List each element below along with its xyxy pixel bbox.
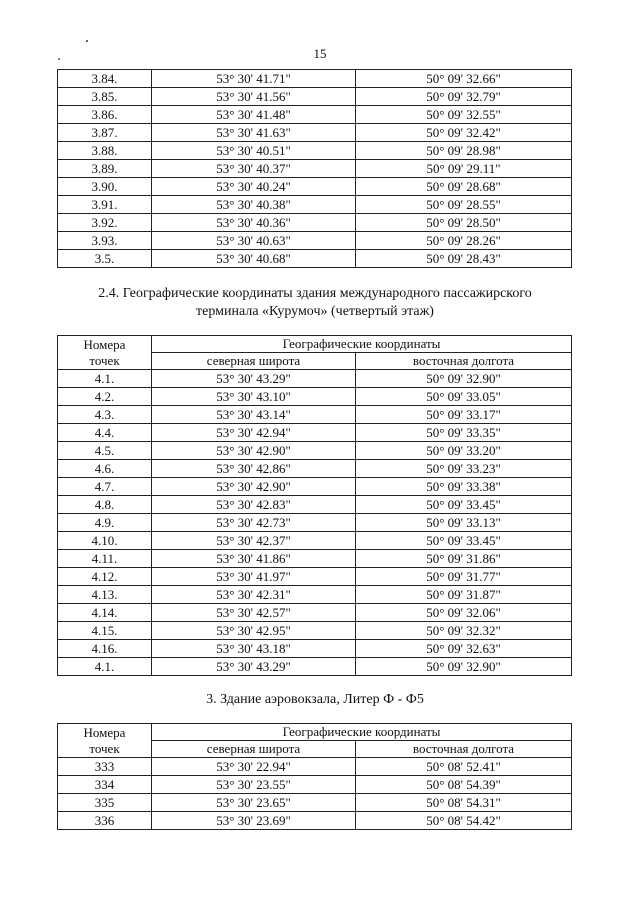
coordinates-table-continued	[57, 69, 572, 268]
cell-point-number: 3.85.	[58, 88, 152, 106]
cell-point-number: 3.90.	[58, 178, 152, 196]
cell-longitude: 50° 09' 32.55"	[356, 106, 572, 124]
table-row	[58, 406, 572, 424]
cell-point-number: 4.13.	[58, 586, 152, 604]
table-row	[58, 568, 572, 586]
cell-point-number: 3.91.	[58, 196, 152, 214]
cell-point-number: 3.93.	[58, 232, 152, 250]
cell-latitude: 53° 30' 42.37"	[152, 532, 356, 550]
cell-latitude: 53° 30' 42.90"	[152, 478, 356, 496]
table-row	[58, 232, 572, 250]
cell-longitude: 50° 09' 33.38"	[356, 478, 572, 496]
table-row	[58, 812, 572, 830]
cell-longitude: 50° 09' 33.20"	[356, 442, 572, 460]
cell-longitude: 50° 09' 28.43"	[356, 250, 572, 268]
cell-latitude: 53° 30' 42.57"	[152, 604, 356, 622]
cell-point-number: 4.8.	[58, 496, 152, 514]
cell-longitude: 50° 09' 32.63"	[356, 640, 572, 658]
cell-longitude: 50° 09' 31.87"	[356, 586, 572, 604]
cell-point-number: 333	[58, 758, 152, 776]
cell-longitude: 50° 08' 54.39"	[356, 776, 572, 794]
table-row	[58, 776, 572, 794]
cell-latitude: 53° 30' 23.55"	[152, 776, 356, 794]
cell-latitude: 53° 30' 42.83"	[152, 496, 356, 514]
header-longitude: восточная долгота	[356, 741, 572, 758]
cell-latitude: 53° 30' 40.37"	[152, 160, 356, 178]
table-row	[58, 214, 572, 232]
table-row	[58, 658, 572, 676]
cell-longitude: 50° 09' 28.26"	[356, 232, 572, 250]
cell-latitude: 53° 30' 40.38"	[152, 196, 356, 214]
table-row	[58, 370, 572, 388]
cell-latitude: 53° 30' 43.18"	[152, 640, 356, 658]
section-heading-2-4	[60, 285, 570, 321]
table-row	[58, 124, 572, 142]
cell-latitude: 53° 30' 42.31"	[152, 586, 356, 604]
cell-longitude: 50° 08' 54.42"	[356, 812, 572, 830]
header-geo-coordinates: Географические координаты	[152, 336, 572, 353]
header-text: точек	[89, 352, 120, 368]
header-latitude: северная широта	[152, 353, 356, 370]
cell-point-number: 3.5.	[58, 250, 152, 268]
cell-longitude: 50° 09' 31.86"	[356, 550, 572, 568]
table-row	[58, 106, 572, 124]
cell-latitude: 53° 30' 42.94"	[152, 424, 356, 442]
cell-latitude: 53° 30' 22.94"	[152, 758, 356, 776]
table-row	[58, 142, 572, 160]
scan-speck	[58, 58, 60, 60]
cell-point-number: 334	[58, 776, 152, 794]
cell-latitude: 53° 30' 40.63"	[152, 232, 356, 250]
cell-longitude: 50° 09' 32.06"	[356, 604, 572, 622]
cell-latitude: 53° 30' 42.73"	[152, 514, 356, 532]
header-text: точек	[89, 740, 120, 756]
cell-longitude: 50° 09' 32.66"	[356, 70, 572, 88]
cell-latitude: 53° 30' 40.68"	[152, 250, 356, 268]
cell-longitude: 50° 09' 33.45"	[356, 496, 572, 514]
cell-latitude: 53° 30' 42.95"	[152, 622, 356, 640]
cell-point-number: 4.12.	[58, 568, 152, 586]
cell-latitude: 53° 30' 41.97"	[152, 568, 356, 586]
table-row	[58, 586, 572, 604]
header-latitude: северная широта	[152, 741, 356, 758]
table-row	[58, 460, 572, 478]
table-row	[58, 442, 572, 460]
cell-latitude: 53° 30' 43.29"	[152, 658, 356, 676]
section-heading-line: 2.4. Географические координаты здания международного пассажирского	[98, 286, 532, 301]
cell-longitude: 50° 09' 33.45"	[356, 532, 572, 550]
cell-longitude: 50° 09' 33.35"	[356, 424, 572, 442]
table-row	[58, 604, 572, 622]
cell-point-number: 4.16.	[58, 640, 152, 658]
cell-latitude: 53° 30' 43.14"	[152, 406, 356, 424]
cell-latitude: 53° 30' 41.48"	[152, 106, 356, 124]
cell-latitude: 53° 30' 40.24"	[152, 178, 356, 196]
table-row	[58, 758, 572, 776]
header-point-numbers	[58, 336, 152, 370]
cell-point-number: 3.92.	[58, 214, 152, 232]
cell-latitude: 53° 30' 41.56"	[152, 88, 356, 106]
cell-latitude: 53° 30' 41.71"	[152, 70, 356, 88]
cell-longitude: 50° 09' 32.90"	[356, 370, 572, 388]
cell-latitude: 53° 30' 41.63"	[152, 124, 356, 142]
table-row	[58, 794, 572, 812]
table-row	[58, 514, 572, 532]
cell-point-number: 3.86.	[58, 106, 152, 124]
table-row	[58, 640, 572, 658]
header-point-numbers	[58, 724, 152, 758]
cell-latitude: 53° 30' 43.29"	[152, 370, 356, 388]
cell-longitude: 50° 09' 33.17"	[356, 406, 572, 424]
table-row	[58, 160, 572, 178]
coordinates-table-terminal-4th-floor	[57, 335, 572, 676]
table-body	[58, 758, 572, 830]
cell-latitude: 53° 30' 41.86"	[152, 550, 356, 568]
cell-point-number: 4.6.	[58, 460, 152, 478]
cell-longitude: 50° 09' 29.11"	[356, 160, 572, 178]
cell-latitude: 53° 30' 42.90"	[152, 442, 356, 460]
cell-longitude: 50° 09' 32.42"	[356, 124, 572, 142]
cell-longitude: 50° 09' 28.98"	[356, 142, 572, 160]
table-row	[58, 70, 572, 88]
cell-longitude: 50° 08' 52.41"	[356, 758, 572, 776]
cell-longitude: 50° 09' 28.50"	[356, 214, 572, 232]
cell-point-number: 335	[58, 794, 152, 812]
cell-point-number: 336	[58, 812, 152, 830]
page-number: 15	[313, 46, 327, 61]
cell-point-number: 4.5.	[58, 442, 152, 460]
cell-longitude: 50° 09' 32.79"	[356, 88, 572, 106]
table-row	[58, 88, 572, 106]
cell-latitude: 53° 30' 23.65"	[152, 794, 356, 812]
table-row	[58, 550, 572, 568]
cell-point-number: 4.1.	[58, 370, 152, 388]
cell-point-number: 4.2.	[58, 388, 152, 406]
cell-longitude: 50° 09' 32.90"	[356, 658, 572, 676]
table-row	[58, 496, 572, 514]
table-row	[58, 424, 572, 442]
header-text: Номера	[83, 336, 126, 352]
cell-latitude: 53° 30' 43.10"	[152, 388, 356, 406]
cell-point-number: 4.11.	[58, 550, 152, 568]
table-row	[58, 196, 572, 214]
header-longitude: восточная долгота	[356, 353, 572, 370]
cell-latitude: 53° 30' 40.51"	[152, 142, 356, 160]
cell-longitude: 50° 09' 31.77"	[356, 568, 572, 586]
cell-point-number: 4.15.	[58, 622, 152, 640]
table-row	[58, 178, 572, 196]
table-row	[58, 388, 572, 406]
cell-longitude: 50° 09' 33.05"	[356, 388, 572, 406]
section-heading-line: терминала «Курумоч» (четвертый этаж)	[196, 304, 434, 319]
cell-point-number: 4.1.	[58, 658, 152, 676]
table-row	[58, 532, 572, 550]
cell-point-number: 3.88.	[58, 142, 152, 160]
cell-longitude: 50° 09' 33.23"	[356, 460, 572, 478]
cell-point-number: 4.3.	[58, 406, 152, 424]
cell-point-number: 4.14.	[58, 604, 152, 622]
table-row	[58, 478, 572, 496]
cell-latitude: 53° 30' 42.86"	[152, 460, 356, 478]
cell-point-number: 3.89.	[58, 160, 152, 178]
header-text: Номера	[83, 724, 126, 740]
cell-longitude: 50° 09' 33.13"	[356, 514, 572, 532]
section-heading-3: 3. Здание аэровокзала, Литер Ф - Ф5	[206, 692, 424, 707]
header-geo-coordinates: Географические координаты	[152, 724, 572, 741]
cell-longitude: 50° 09' 28.68"	[356, 178, 572, 196]
cell-longitude: 50° 09' 28.55"	[356, 196, 572, 214]
coordinates-table-terminal-building	[57, 723, 572, 830]
cell-longitude: 50° 08' 54.31"	[356, 794, 572, 812]
cell-longitude: 50° 09' 32.32"	[356, 622, 572, 640]
cell-point-number: 3.84.	[58, 70, 152, 88]
cell-latitude: 53° 30' 40.36"	[152, 214, 356, 232]
table-body	[58, 370, 572, 676]
scan-speck	[86, 40, 88, 42]
cell-point-number: 4.9.	[58, 514, 152, 532]
cell-latitude: 53° 30' 23.69"	[152, 812, 356, 830]
table-row	[58, 250, 572, 268]
table-body	[58, 70, 572, 268]
cell-point-number: 4.10.	[58, 532, 152, 550]
cell-point-number: 3.87.	[58, 124, 152, 142]
table-row	[58, 622, 572, 640]
cell-point-number: 4.7.	[58, 478, 152, 496]
cell-point-number: 4.4.	[58, 424, 152, 442]
